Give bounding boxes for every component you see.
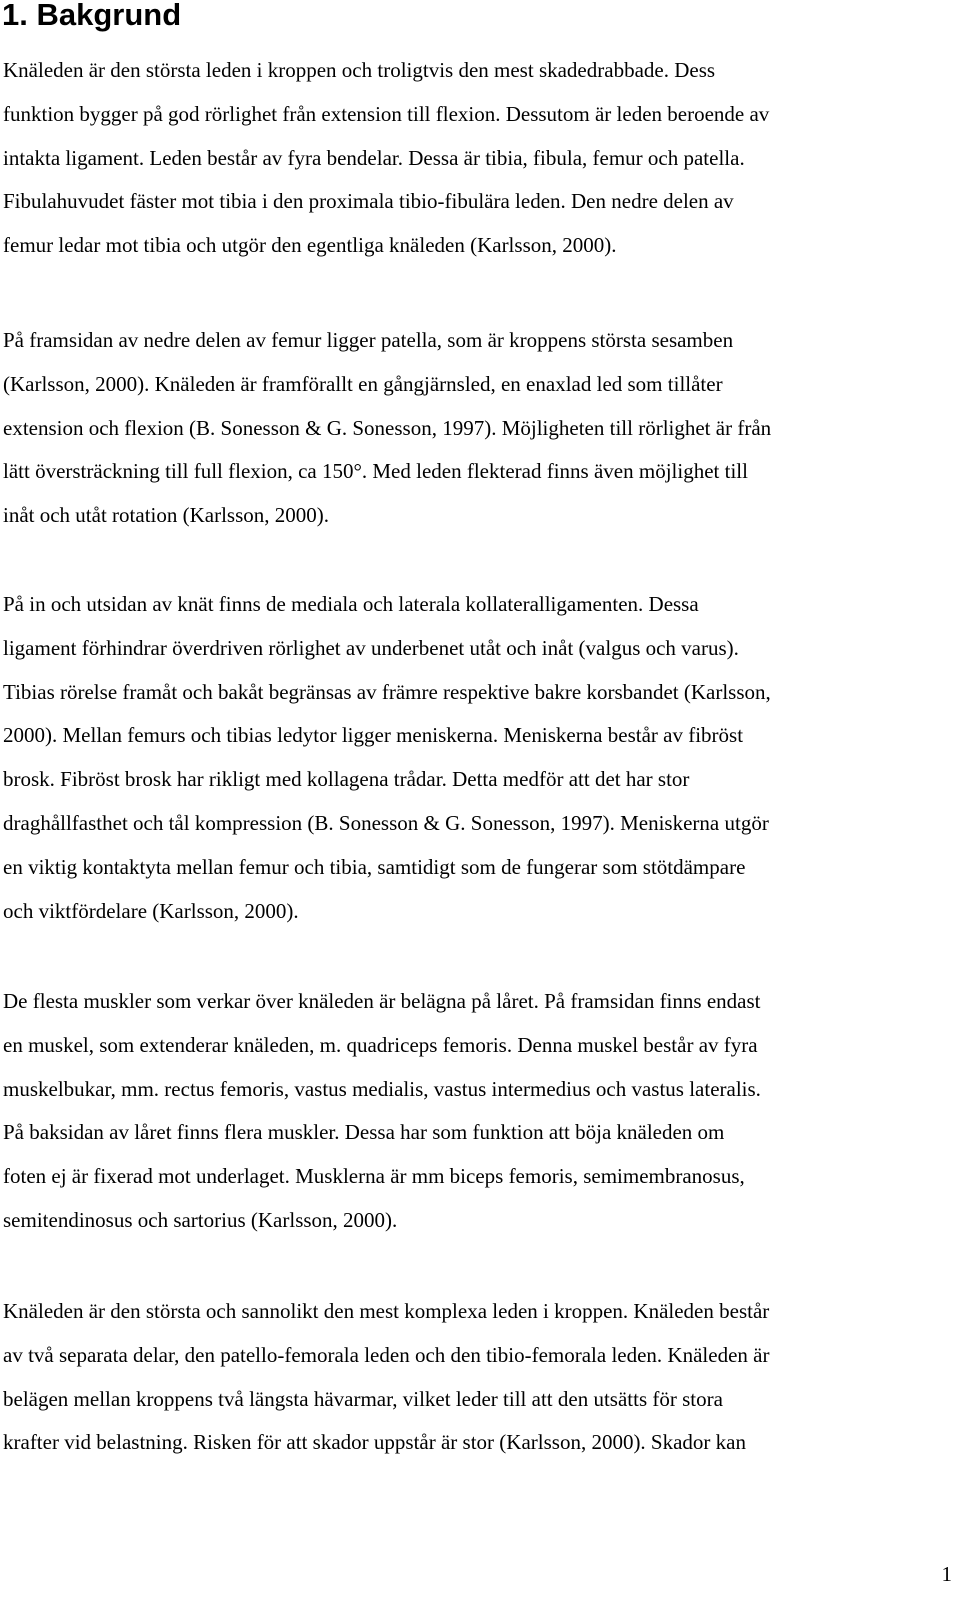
text-line: På baksidan av låret finns flera muskler. Dessa har som funktion att böja knäleden om — [3, 1120, 725, 1145]
text-line: ligament förhindrar överdriven rörlighet av underbenet utåt och inåt (valgus och varus). — [3, 635, 739, 660]
text-line: draghållfasthet och tål kompression (B. Sonesson & G. Sonesson, 1997). Meniskerna utgör — [3, 810, 769, 835]
text-line: foten ej är fixerad mot underlaget. Musklerna är mm biceps femoris, semimembranosus, — [3, 1164, 745, 1189]
text-line: inåt och utåt rotation (Karlsson, 2000). — [3, 503, 330, 528]
text-line: funktion bygger på god rörlighet från extension till flexion. Dessutom är leden beroende av — [3, 101, 770, 126]
text-line: krafter vid belastning. Risken för att skador uppstår är stor (Karlsson, 2000). Skador kan — [3, 1430, 746, 1455]
page-number: 1 — [941, 1562, 952, 1586]
text-line: en muskel, som extenderar knäleden, m. quadriceps femoris. Denna muskel består av fyra — [3, 1032, 758, 1057]
text-line: och viktfördelare (Karlsson, 2000). — [3, 898, 299, 923]
text-line: Knäleden är den största leden i kroppen och troligtvis den mest skadedrabbade. Dess — [3, 58, 716, 82]
text-line: De flesta muskler som verkar över knäleden är belägna på låret. På framsidan finns endast — [3, 989, 761, 1013]
text-line: Tibias rörelse framåt och bakåt begränsas av främre respektive bakre korsbandet (Karlsson, — [3, 679, 771, 704]
text-line: Fibulahuvudet fäster mot tibia i den proximala tibio-fibulära leden. Den nedre delen av — [3, 189, 734, 214]
text-line: brosk. Fibröst brosk har rikligt med kollagena trådar. Detta medför att det har stor — [3, 767, 690, 792]
text-line: belägen mellan kroppens två längsta hävarmar, vilket leder till att den utsätts för stora — [3, 1386, 723, 1411]
paragraph-knee-anatomy — [3, 49, 769, 268]
text-line: lätt översträckning till full flexion, ca 150°. Med leden flekterad finns även möjlighet till — [3, 459, 748, 484]
text-line: extension och flexion (B. Sonesson & G. Sonesson, 1997). Möjligheten till rörlighet är från — [3, 415, 772, 440]
text-line: intakta ligament. Leden består av fyra bendelar. Dessa är tibia, fibula, femur och patella. — [3, 145, 745, 170]
paragraph-muscles — [3, 980, 761, 1243]
text-line: På framsidan av nedre delen av femur ligger patella, som är kroppens största sesamben — [3, 328, 734, 352]
text-line: Knäleden är den största och sannolikt den mest komplexa leden i kroppen. Knäleden består — [3, 1299, 770, 1323]
paragraph-complexity — [3, 1290, 769, 1465]
section-heading: 1. Bakgrund — [2, 0, 182, 32]
paragraph-patella — [3, 319, 771, 538]
text-line: 2000). Mellan femurs och tibias ledytor ligger meniskerna. Meniskerna består av fibröst — [3, 723, 744, 748]
text-line: (Karlsson, 2000). Knäleden är framförallt en gångjärnsled, en enaxlad led som tillåter — [3, 371, 723, 396]
text-line: muskelbukar, mm. rectus femoris, vastus medialis, vastus intermedius och vastus lateralis. — [3, 1076, 761, 1101]
paragraph-ligaments — [3, 583, 771, 933]
text-line: På in och utsidan av knät finns de mediala och laterala kollateralligamenten. Dessa — [3, 592, 699, 616]
text-line: semitendinosus och sartorius (Karlsson, 2000). — [3, 1207, 398, 1232]
text-line: av två separata delar, den patello-femorala leden och den tibio-femorala leden. Knäleden är — [3, 1342, 770, 1367]
text-line: femur ledar mot tibia och utgör den egentliga knäleden (Karlsson, 2000). — [3, 233, 617, 258]
text-line: en viktig kontaktyta mellan femur och tibia, samtidigt som de fungerar som stötdämpare — [3, 854, 746, 879]
